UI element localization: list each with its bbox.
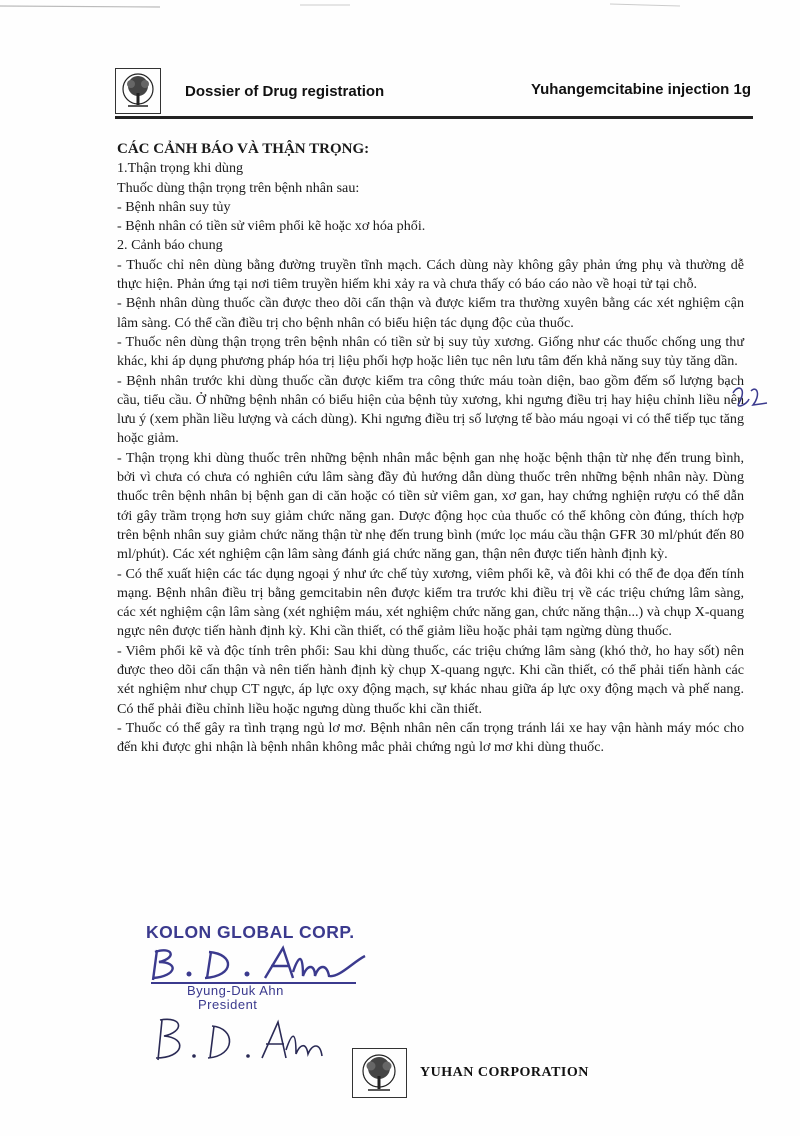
paragraph: - Thận trọng khi dùng thuốc trên những bệnh nhân mắc bệnh gan nhẹ hoặc bệnh thận từ nhẹ đến trung bình, bởi vì chưa có chưa có nghiên cứu lâm sàng đầy đủ hướng dẫn dùng thuốc trên những bệnh nhân này. Dùng thuốc trên bệnh nhân bị bệnh gan di căn hoặc có tiền sử viêm gan, xơ gan, hay chứng nghiện rượu có thể dẫn tới gây trầm trọng hơn suy giảm chức năng gan. Dược động học của thuốc có thể không còn đúng, thích hợp trên bệnh nhân suy giảm chức năng thận từ nhẹ đến trung bình (mức lọc máu cầu thận GFR 30 ml/phút đến 80 ml/phút). Các xét nghiệm cận lâm sàng đánh giá chức năng gan, thận nên được tiến hành định kỳ.	[117, 449, 744, 563]
paragraph: - Viêm phổi kẽ và độc tính trên phổi: Sau khi dùng thuốc, các triệu chứng lâm sàng (khó thở, ho hay sốt) nên được theo dõi cẩn thận và nên tiến hành định kỳ chụp X-quang ngực. Khi cần thiết, có thể phải tiến hành các xét nghiệm như chụp CT ngực, áp lực oxy động mạch, sự khác nhau giữa áp lực oxy động mạch và phế nang. Có thể phải điều chỉnh liều hoặc ngưng dùng thuốc khi cần thiết.	[117, 642, 744, 717]
signatory-title: President	[198, 997, 258, 1012]
company-stamp	[143, 922, 373, 1022]
tree-logo-icon	[115, 68, 161, 114]
signatory-name: Byung-Duk Ahn	[187, 983, 284, 998]
paragraph: - Bệnh nhân trước khi dùng thuốc cần được kiểm tra công thức máu toàn diện, bao gồm đếm số lượng bạch cầu, tiểu cầu. Ở những bệnh nhân có biểu hiện của bệnh tủy xương, khi ngưng điều trị hay hiệu chỉnh liều nên lưu ý (xem phần liều lượng và cách dùng). Khi ngưng điều trị số lượng tế bào máu ngoại vi có thể tiếp tục tăng hoặc giảm.	[117, 372, 744, 447]
stamp-signature	[143, 942, 373, 984]
header-divider	[115, 116, 753, 119]
paragraph: - Thuốc chỉ nên dùng bằng đường truyền tĩnh mạch. Cách dùng này không gây phản ứng phụ và thường dễ thực hiện. Phản ứng tại nơi tiêm truyền hiếm khi xảy ra và chưa thấy có báo cáo nào về hoại tử tại chỗ.	[117, 256, 744, 293]
document-body	[117, 140, 744, 758]
paragraph: - Thuốc nên dùng thận trọng trên bệnh nhân có tiền sử bị suy tủy xương. Giống như các thuốc chống ung thư khác, khi áp dụng phương pháp hóa trị liệu phối hợp hoặc liên tục nên lưu tâm đến khả năng suy tủy tăng dần.	[117, 333, 744, 370]
scan-artifacts	[0, 0, 800, 20]
paragraph: - Bệnh nhân dùng thuốc cần được theo dõi cẩn thận và được kiểm tra thường xuyên bằng các xét nghiệm cận lâm sàng. Có thể cần điều trị cho bệnh nhân có biểu hiện tác dụng độc của thuốc.	[117, 295, 744, 331]
paragraph: - Thuốc có thể gây ra tình trạng ngủ lơ mơ. Bệnh nhân nên cẩn trọng tránh lái xe hay vận hành máy móc cho đến khi được ghi nhận là bệnh nhân không mắc phải chứng ngủ lơ mơ khi dùng thuốc.	[117, 719, 744, 756]
stamp-company-name: KOLON GLOBAL CORP.	[146, 922, 355, 942]
dossier-title: Dossier of Drug registration	[185, 83, 385, 100]
paragraph: - Bệnh nhân suy tủy	[117, 198, 231, 215]
tree-logo-icon	[352, 1048, 407, 1098]
handwritten-signature	[150, 1012, 350, 1068]
paragraph: - Có thể xuất hiện các tác dụng ngoại ý như ức chế tủy xương, viêm phổi kẽ, và đôi khi có thể đe dọa đến tính mạng. Bệnh nhân điều trị bằng gemcitabin nên được kiểm tra trước khi điều trị về các triệu chứng lâm sàng, các xét nghiệm cận lâm sàng (xét nghiệm máu, xét nghiệm chức năng gan, chức năng thận...) và chụp X-quang ngực nên được tiến hành định kỳ. Khi cần thiết, có thể giảm liều hoặc phải tạm ngừng dùng thuốc.	[117, 565, 744, 640]
product-title: Yuhangemcitabine injection 1g	[530, 81, 751, 98]
paragraph: Thuốc dùng thận trọng trên bệnh nhân sau:	[117, 179, 360, 196]
paragraph: - Bệnh nhân có tiền sử viêm phổi kẽ hoặc xơ hóa phổi.	[117, 218, 426, 235]
paragraph: 1.Thận trọng khi dùng	[117, 160, 244, 177]
footer-company-name: YUHAN CORPORATION	[420, 1065, 589, 1080]
document-header	[115, 66, 751, 116]
section-title: CÁC CẢNH BÁO VÀ THẬN TRỌNG:	[117, 141, 370, 157]
handwritten-margin-mark	[727, 381, 777, 421]
paragraph: 2. Cảnh báo chung	[117, 237, 223, 254]
